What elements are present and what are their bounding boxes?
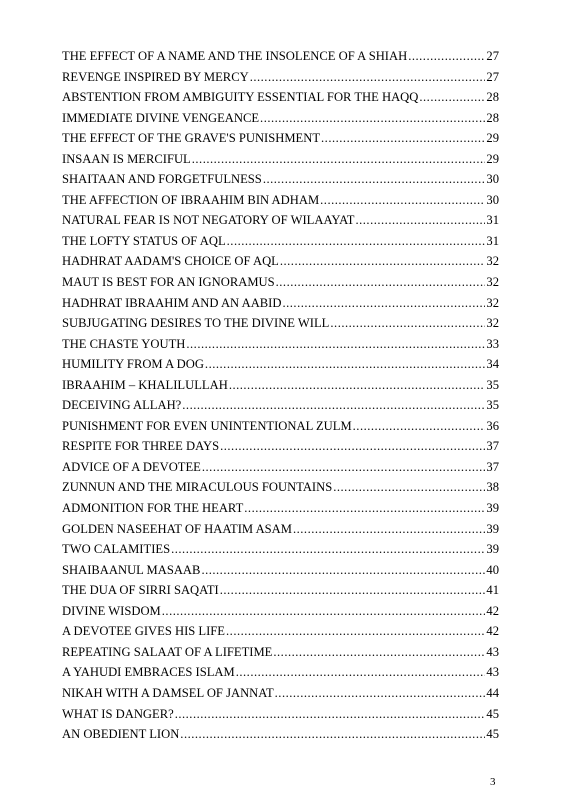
toc-entry-page-number: 36 [486, 418, 499, 433]
toc-entry-page-number: 39 [486, 542, 499, 557]
dot-leader [244, 498, 485, 519]
dot-leader [333, 477, 485, 498]
dot-leader [220, 580, 486, 601]
toc-entry[interactable] [62, 457, 499, 478]
toc-entry-page-number: 32 [486, 316, 499, 331]
toc-entry[interactable] [62, 436, 499, 457]
toc-entry-title: IBRAAHIM – KHALILULLAH [62, 377, 228, 392]
dot-leader [226, 621, 485, 642]
toc-entry-title: A DEVOTEE GIVES HIS LIFE [62, 624, 226, 639]
toc-entry-title: THE CHASTE YOUTH [62, 336, 186, 351]
dot-leader [227, 231, 486, 252]
dot-leader [419, 87, 485, 108]
toc-entry[interactable] [62, 210, 499, 231]
dot-leader [275, 683, 486, 704]
toc-entry[interactable] [62, 293, 499, 314]
toc-entry-page-number: 28 [486, 110, 499, 125]
page-number: 3 [490, 776, 496, 788]
toc-entry-page-number: 43 [486, 644, 499, 659]
dot-leader [353, 416, 486, 437]
toc-entry-title: DIVINE WISDOM [62, 603, 161, 618]
toc-entry-page-number: 27 [486, 49, 499, 63]
toc-entry-title: HADHRAT AADAM'S CHOICE OF AQL [62, 254, 279, 269]
toc-entry-title: HUMILITY FROM A DOG [62, 357, 204, 372]
toc-entry[interactable] [62, 477, 499, 498]
toc-entry-page-number: 37 [486, 439, 499, 454]
toc-entry[interactable] [62, 416, 499, 437]
toc-entry[interactable] [62, 354, 499, 375]
toc-entry-page-number: 44 [486, 685, 499, 700]
toc-entry-title: THE DUA OF SIRRI SAQATI [62, 583, 219, 598]
toc-entry-page-number: 37 [486, 459, 499, 474]
dot-leader [355, 210, 485, 231]
toc-entry[interactable] [62, 231, 499, 252]
toc-entry-page-number: 42 [486, 603, 499, 618]
toc-entry-page-number: 40 [486, 562, 499, 577]
toc-entry-page-number: 31 [486, 233, 499, 248]
toc-entry-title: ABSTENTION FROM AMBIGUITY ESSENTIAL FOR THE HAQQ [62, 90, 419, 105]
toc-entry[interactable] [62, 560, 499, 581]
dot-leader [320, 190, 485, 211]
toc-entry[interactable] [62, 251, 499, 272]
toc-entry-page-number: 32 [486, 295, 499, 310]
toc-entry[interactable] [62, 580, 499, 601]
toc-entry-page-number: 43 [486, 665, 499, 680]
dot-leader [282, 293, 485, 314]
toc-entry[interactable] [62, 87, 499, 108]
toc-entry-title: THE LOFTY STATUS OF AQL [62, 233, 226, 248]
toc-entry[interactable] [62, 67, 499, 88]
toc-entry[interactable] [62, 683, 499, 704]
toc-entry-page-number: 33 [486, 336, 499, 351]
toc-entry[interactable] [62, 704, 499, 725]
dot-leader [192, 149, 486, 170]
toc-entry[interactable] [62, 642, 499, 663]
toc-entry[interactable] [62, 539, 499, 560]
toc-entry-page-number: 45 [486, 706, 499, 721]
dot-leader [263, 169, 486, 190]
dot-leader [202, 457, 486, 478]
toc-entry-title: SHAITAAN AND FORGETFULNESS [62, 172, 262, 187]
dot-leader [276, 272, 486, 293]
toc-entry-title: ADVICE OF A DEVOTEE [62, 459, 201, 474]
toc-entry-title: REVENGE INSPIRED BY MERCY [62, 69, 249, 84]
toc-entry-title: RESPITE FOR THREE DAYS [62, 439, 220, 454]
toc-entry[interactable] [62, 724, 499, 745]
toc-entry-title: SHAIBAANUL MASAAB [62, 562, 201, 577]
toc-entry-title: THE EFFECT OF A NAME AND THE INSOLENCE OF A SHIAH [62, 49, 408, 63]
toc-entry-page-number: 30 [486, 172, 499, 187]
dot-leader [186, 334, 485, 355]
toc-entry-title: NIKAH WITH A DAMSEL OF JANNAT [62, 685, 274, 700]
toc-entry-title: SUBJUGATING DESIRES TO THE DIVINE WILL [62, 316, 330, 331]
toc-entry-title: ZUNNUN AND THE MIRACULOUS FOUNTAINS [62, 480, 333, 495]
toc-entry[interactable] [62, 169, 499, 190]
dot-leader [260, 108, 485, 129]
toc-entry-page-number: 32 [486, 254, 499, 269]
toc-entry-page-number: 29 [486, 131, 499, 146]
dot-leader [175, 704, 486, 725]
dot-leader [180, 724, 485, 745]
toc-entry[interactable] [62, 375, 499, 396]
toc-entry-title: A YAHUDI EMBRACES ISLAM [62, 665, 235, 680]
dot-leader [280, 251, 486, 272]
toc-entry-page-number: 38 [486, 480, 499, 495]
toc-entry-page-number: 35 [486, 398, 499, 413]
toc-entry[interactable] [62, 313, 499, 334]
dot-leader [182, 395, 485, 416]
toc-entry-page-number: 34 [486, 357, 499, 372]
toc-entry-page-number: 39 [486, 501, 499, 516]
toc-entry-title: WHAT IS DANGER? [62, 706, 174, 721]
table-of-contents [62, 46, 499, 745]
toc-entry-title: TWO CALAMITIES [62, 542, 171, 557]
dot-leader [408, 46, 485, 67]
toc-entry[interactable] [62, 128, 499, 149]
toc-entry-title: DECEIVING ALLAH? [62, 398, 182, 413]
toc-entry[interactable] [62, 108, 499, 129]
toc-entry-title: REPEATING SALAAT OF A LIFETIME [62, 644, 273, 659]
toc-entry-title: GOLDEN NASEEHAT OF HAATIM ASAM [62, 521, 292, 536]
toc-entry-title: MAUT IS BEST FOR AN IGNORAMUS [62, 275, 275, 290]
toc-entry-title: ADMONITION FOR THE HEART [62, 501, 244, 516]
toc-entry-title: IMMEDIATE DIVINE VENGEANCE [62, 110, 260, 125]
toc-entry-page-number: 32 [486, 275, 499, 290]
toc-entry-page-number: 28 [486, 90, 499, 105]
toc-entry[interactable] [62, 272, 499, 293]
toc-entry-page-number: 42 [486, 624, 499, 639]
dot-leader [171, 539, 485, 560]
dot-leader [220, 436, 485, 457]
toc-entry-page-number: 41 [486, 583, 499, 598]
dot-leader [205, 354, 485, 375]
toc-entry[interactable] [62, 149, 499, 170]
toc-entry-title: NATURAL FEAR IS NOT NEGATORY OF WILAAYAT [62, 213, 355, 228]
toc-entry[interactable] [62, 662, 499, 683]
toc-entry-page-number: 39 [486, 521, 499, 536]
toc-entry[interactable] [62, 46, 499, 67]
toc-entry[interactable] [62, 621, 499, 642]
toc-entry[interactable] [62, 498, 499, 519]
toc-entry[interactable] [62, 519, 499, 540]
toc-entry-title: INSAAN IS MERCIFUL [62, 151, 191, 166]
toc-entry-title: PUNISHMENT FOR EVEN UNINTENTIONAL ZULM [62, 418, 352, 433]
toc-entry-page-number: 31 [486, 213, 499, 228]
dot-leader [201, 560, 485, 581]
toc-entry[interactable] [62, 190, 499, 211]
dot-leader [250, 67, 486, 88]
toc-entry-title: HADHRAT IBRAAHIM AND AN AABID [62, 295, 282, 310]
toc-entry[interactable] [62, 395, 499, 416]
toc-entry-page-number: 30 [486, 192, 499, 207]
dot-leader [229, 375, 486, 396]
dot-leader [273, 642, 485, 663]
toc-entry-title: THE AFFECTION OF IBRAAHIM BIN ADHAM [62, 192, 320, 207]
dot-leader [330, 313, 485, 334]
toc-entry-page-number: 27 [486, 69, 499, 84]
toc-entry-title: AN OBEDIENT LION [62, 727, 180, 742]
toc-entry[interactable] [62, 334, 499, 355]
toc-entry-page-number: 35 [486, 377, 499, 392]
toc-entry-page-number: 45 [486, 727, 499, 742]
dot-leader [236, 662, 486, 683]
toc-entry-page-number: 29 [486, 151, 499, 166]
dot-leader [293, 519, 485, 540]
dot-leader [321, 128, 485, 149]
dot-leader [162, 601, 486, 622]
toc-entry-title: THE EFFECT OF THE GRAVE'S PUNISHMENT [62, 131, 321, 146]
toc-entry[interactable] [62, 601, 499, 622]
